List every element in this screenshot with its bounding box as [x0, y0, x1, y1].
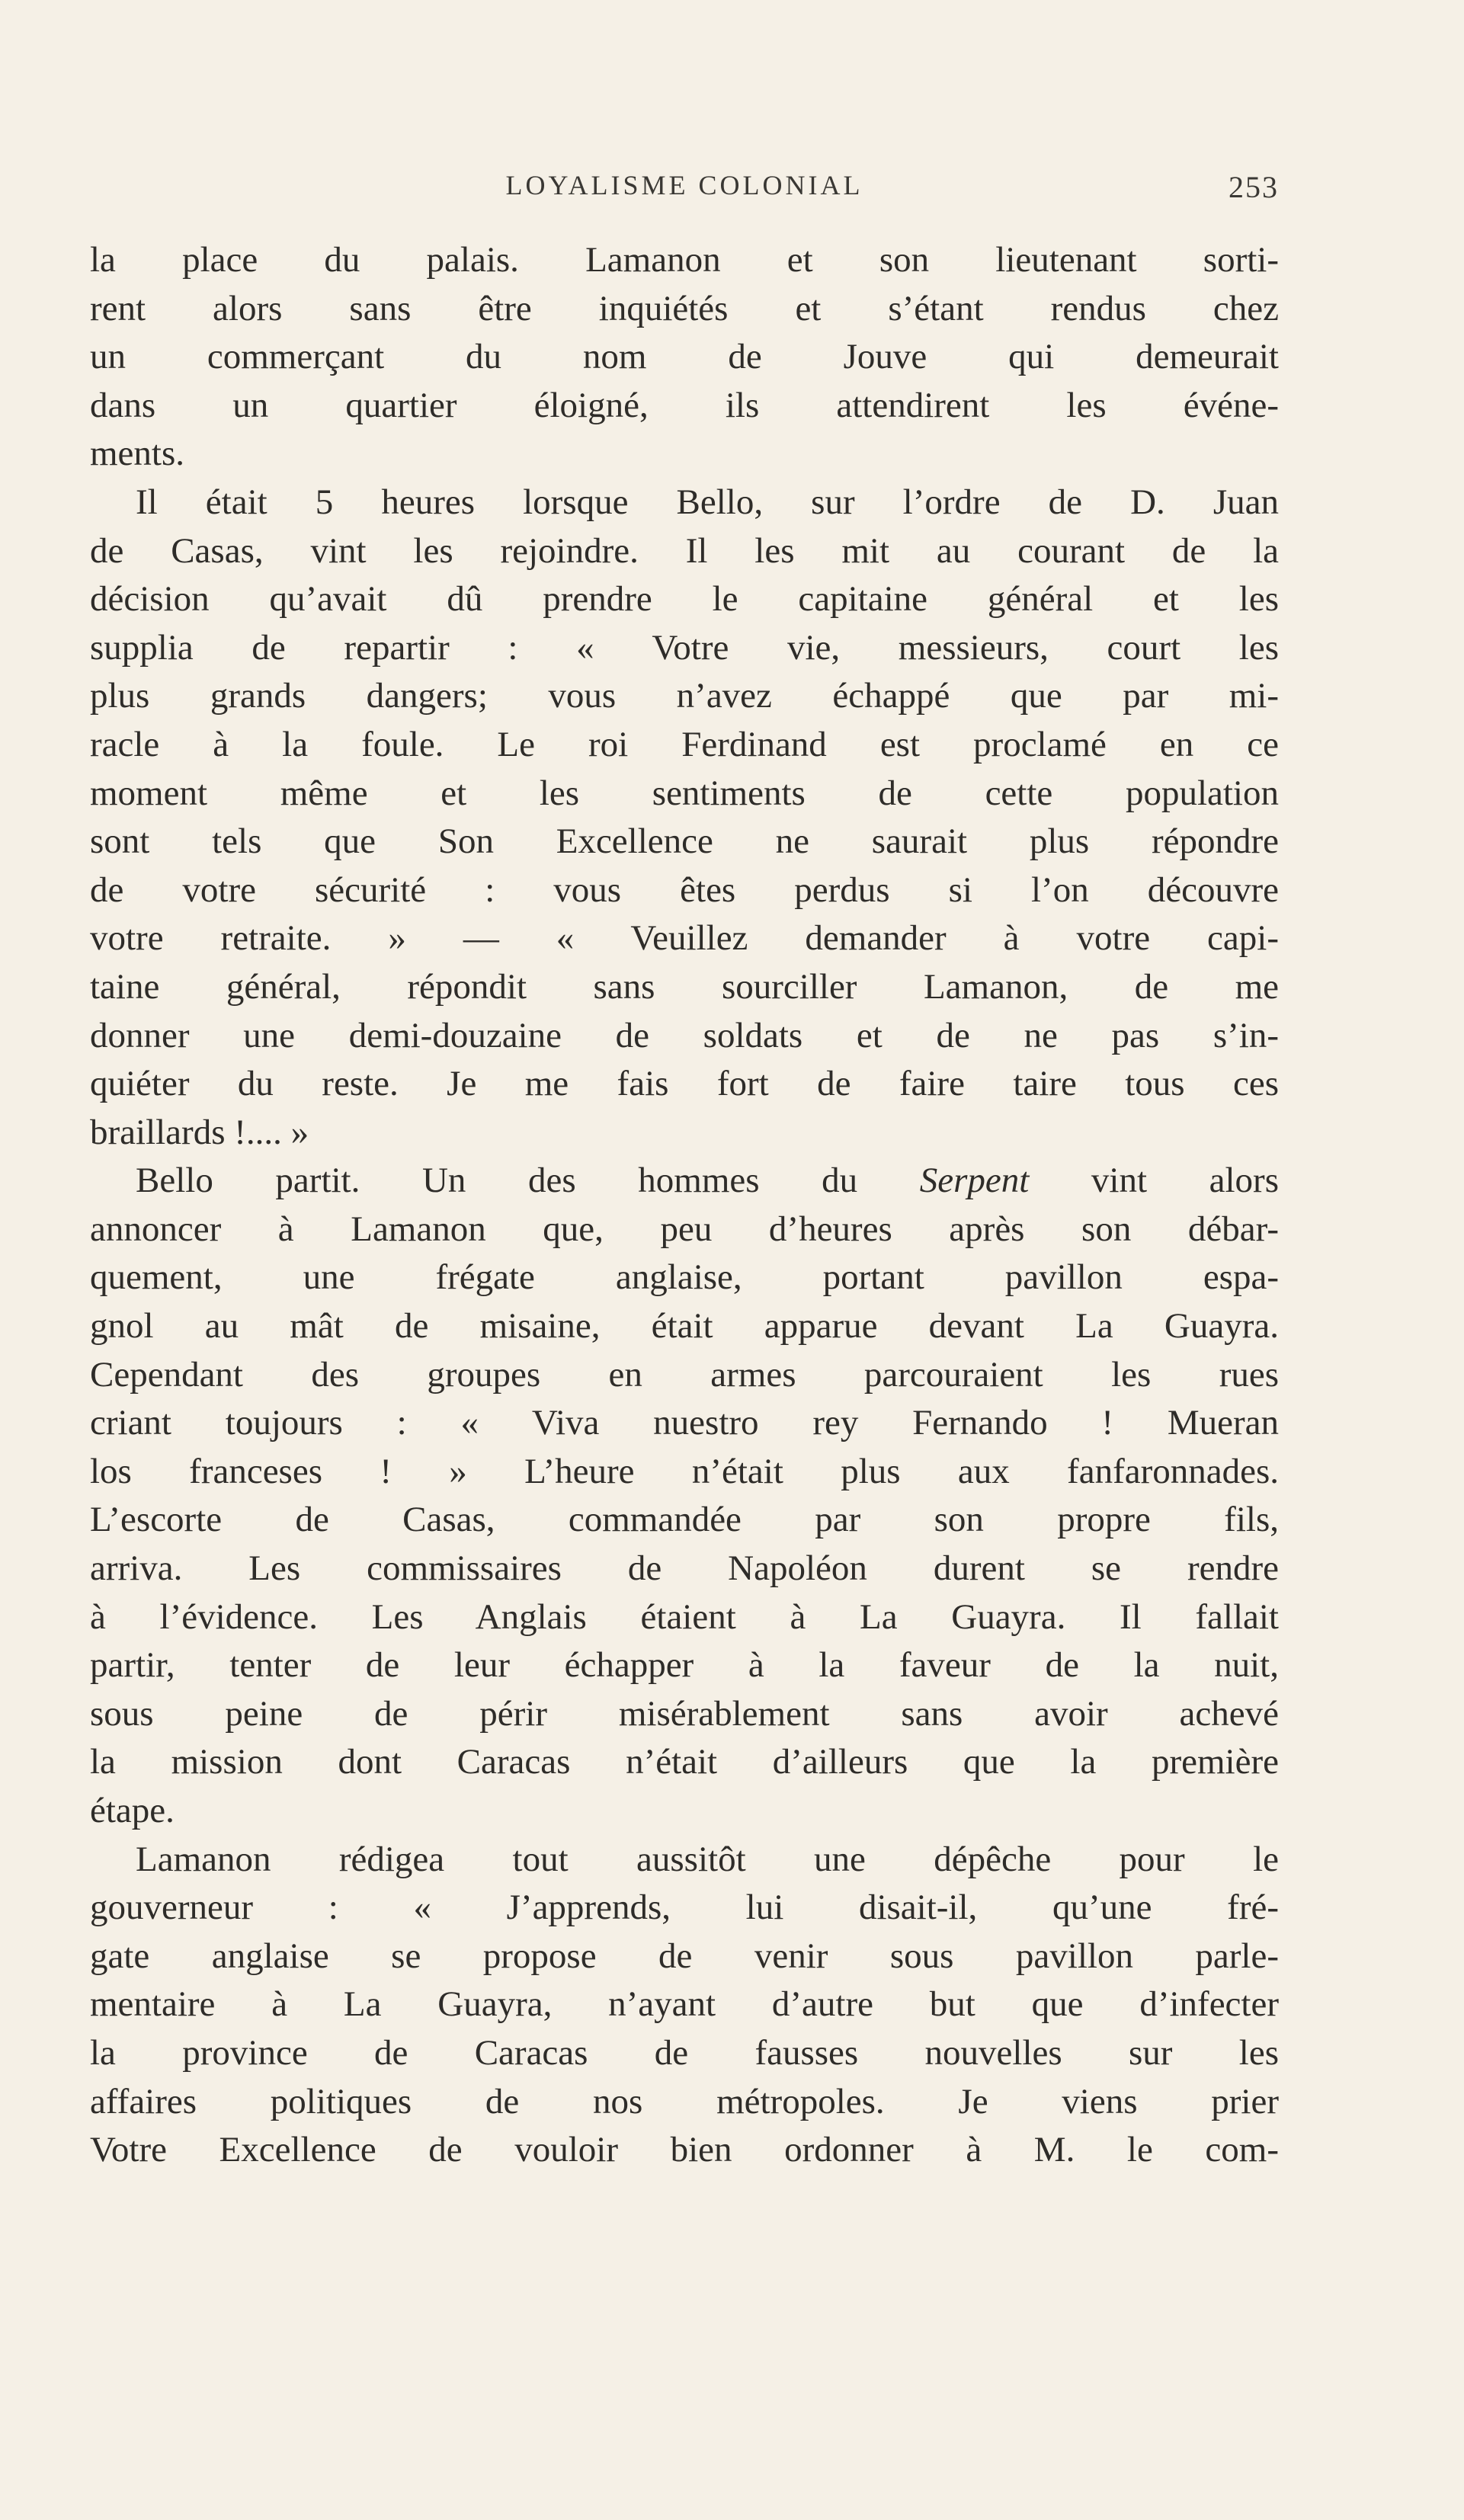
text-line: moment même et les sentiments de cette population	[90, 773, 1279, 813]
text-line: la province de Caracas de fausses nouvelles sur les	[90, 2032, 1279, 2073]
text-segment: Bello partit. Un des hommes du	[136, 1161, 920, 1201]
text-line: criant toujours : « Viva nuestro rey Fernando ! Mueran	[90, 1403, 1279, 1443]
text-line: décision qu’avait dû prendre le capitaine général et les	[90, 579, 1279, 620]
text-line: plus grands dangers; vous n’avez échappé que par mi-	[90, 676, 1279, 716]
text-line: L’escorte de Casas, commandée par son propre fils,	[90, 1500, 1279, 1540]
text-line: rent alors sans être inquiétés et s’étant rendus chez	[90, 288, 1279, 328]
text-segment: vint alors	[1029, 1161, 1279, 1201]
text-line: sous peine de périr misérablement sans avoir achevé	[90, 1693, 1279, 1734]
text-line: los franceses ! » L’heure n’était plus aux fanfaronnades.	[90, 1451, 1279, 1491]
text-line: gate anglaise se propose de venir sous pavillon parle-	[90, 1936, 1279, 1976]
text-line: un commerçant du nom de Jouve qui demeurait	[90, 337, 1279, 377]
text-line: annoncer à Lamanon que, peu d’heures après son débar-	[90, 1209, 1279, 1249]
text-line: racle à la foule. Le roi Ferdinand est proclamé en ce	[90, 724, 1279, 764]
text-line: Il était 5 heures lorsque Bello, sur l’ordre de D. Juan	[136, 482, 1279, 522]
text-line: mentaire à La Guayra, n’ayant d’autre but que d’infecter	[90, 1984, 1279, 2025]
text-line: quiéter du reste. Je me fais fort de faire taire tous ces	[90, 1064, 1279, 1104]
text-line: ments.	[90, 434, 185, 474]
text-line	[90, 1157, 1279, 1206]
text-line: donner une demi-douzaine de soldats et de ne pas s’in-	[90, 1015, 1279, 1055]
text-line: quement, une frégate anglaise, portant pavillon espa-	[90, 1257, 1279, 1298]
text-line: gnol au mât de misaine, était apparue devant La Guayra.	[90, 1306, 1279, 1346]
text-line: à l’évidence. Les Anglais étaient à La Guayra. Il fallait	[90, 1596, 1279, 1637]
text-line: Lamanon rédigea tout aussitôt une dépêche pour le	[136, 1839, 1279, 1879]
page-header	[90, 169, 1279, 207]
text-line: étape.	[90, 1791, 175, 1830]
text-line: braillards !.... »	[90, 1112, 309, 1152]
text-line: gouverneur : « J’apprends, lui disait-il, qu’une fré-	[90, 1888, 1279, 1928]
text-line: la mission dont Caracas n’était d’ailleurs que la première	[90, 1742, 1279, 1782]
text-line: sont tels que Son Excellence ne saurait plus répondre	[90, 821, 1279, 862]
text-line: Cependant des groupes en armes parcouraient les rues	[90, 1354, 1279, 1394]
text-line: dans un quartier éloigné, ils attendirent les événe-	[90, 385, 1279, 425]
ship-name: Serpent	[919, 1161, 1030, 1201]
text-line: affaires politiques de nos métropoles. Je viens prier	[90, 2081, 1279, 2121]
text-line: votre retraite. » — « Veuillez demander à votre capi-	[90, 918, 1279, 959]
text-line: partir, tenter de leur échapper à la faveur de la nuit,	[90, 1645, 1279, 1686]
page-number: 253	[1229, 170, 1279, 204]
text-line: de Casas, vint les rejoindre. Il les mit au courant de la	[90, 530, 1279, 571]
text-line: Votre Excellence de vouloir bien ordonner à M. le com-	[90, 2130, 1279, 2170]
text-line: taine général, répondit sans sourciller Lamanon, de me	[90, 966, 1279, 1007]
body-text	[90, 236, 1279, 2175]
text-line: arriva. Les commissaires de Napoléon durent se rendre	[90, 1548, 1279, 1589]
text-line: la place du palais. Lamanon et son lieutenant sorti-	[90, 240, 1279, 280]
running-title: LOYALISME COLONIAL	[505, 170, 863, 200]
text-line: supplia de repartir : « Votre vie, messieurs, court les	[90, 627, 1279, 668]
text-line: de votre sécurité : vous êtes perdus si l’on découvre	[90, 869, 1279, 910]
